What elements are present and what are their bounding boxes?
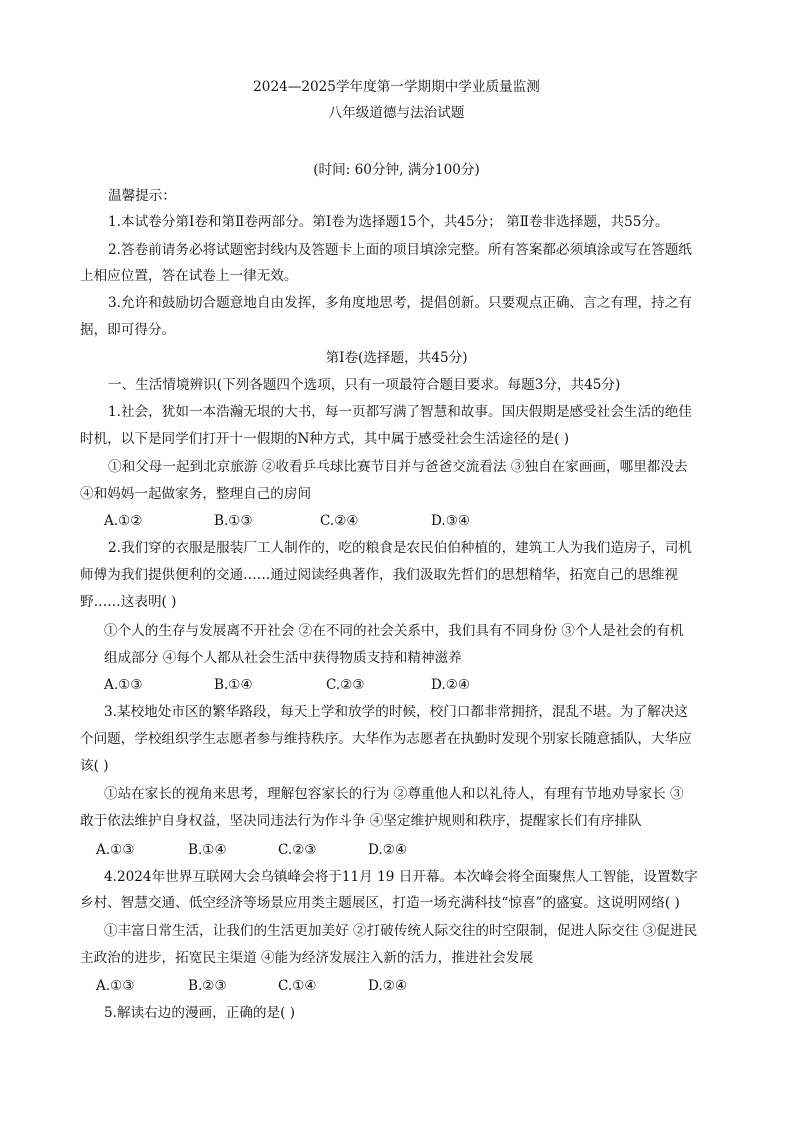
tip-3-line-1: 3.允许和鼓励切合题意地自由发挥，多角度地思考，提倡创新。只要观点正确、言之有理，持之有 — [108, 295, 692, 311]
section-title: 第Ⅰ卷(选择题，共45分) — [325, 350, 468, 366]
q3-line-3: 该( ) — [80, 758, 109, 774]
exam-subtitle: 八年级道德与法治试题 — [328, 105, 465, 121]
q3-option-c[interactable]: C.②③ — [278, 842, 317, 858]
q3-line-1: 3.某校地处市区的繁华路段，每天上学和放学的时候，校门口都非常拥挤，混乱不堪。为了解决这 — [104, 704, 688, 720]
q2-option-b[interactable]: B.①④ — [214, 677, 253, 693]
q4-option-d[interactable]: D.②④ — [368, 978, 408, 994]
q1-option-d[interactable]: D.③④ — [431, 513, 471, 529]
q1-line-4: ④和妈妈一起做家务，整理自己的房间 — [80, 486, 312, 502]
q1-option-b[interactable]: B.①③ — [214, 513, 253, 529]
q2-line-1: 2.我们穿的衣服是服装厂工人制作的，吃的粮食是农民伯伯种植的，建筑工人为我们造房子，司机 — [108, 540, 692, 556]
q2-line-5: 组成部分 ④每个人都从社会生活中获得物质支持和精神滋养 — [104, 650, 462, 666]
q4-option-a[interactable]: A.①③ — [96, 978, 135, 994]
q4-line-2: 乡村、智慧交通、低空经济等场景应用类主题展区，打造一场充满科技“惊喜”的盛宴。这说明网络( ) — [80, 895, 680, 911]
section-instructions: 一、生活情境辨识(下列各题四个选项，只有一项最符合题目要求。每题3分，共45分) — [108, 377, 621, 393]
q2-line-4: ①个人的生存与发展离不开社会 ②在不同的社会关系中，我们具有不同身份 ③个人是社会的有机 — [104, 623, 684, 639]
q1-line-3: ①和父母一起到北京旅游 ②收看乒乓球比赛节目并与爸爸交流看法 ③独自在家画画，哪里都没去 — [108, 459, 688, 475]
q3-option-a[interactable]: A.①③ — [96, 842, 135, 858]
tip-2-line-1: 2.答卷前请务必将试题密封线内及答题卡上面的项目填涂完整。所有答案都必须填涂或写在答题纸 — [108, 242, 692, 258]
q4-line-1: 4.2024年世界互联网大会乌镇峰会将于11月 19 日开幕。本次峰会将全面聚焦人工智能，设置数字 — [104, 869, 698, 885]
tip-2-line-2: 上相应位置，答在试卷上一律无效。 — [80, 268, 298, 284]
q1-line-2: 时机，以下是同学们打开十一假期的N种方式，其中属于感受社会生活途径的是( ) — [80, 431, 570, 447]
q3-line-4: ①站在家长的视角来思考，理解包容家长的行为 ②尊重他人和以礼待人，有理有节地劝导家长 ③ — [104, 786, 684, 802]
q1-line-1: 1.社会，犹如一本浩瀚无垠的大书，每一页都写满了智慧和故事。国庆假期是感受社会生活的绝佳 — [108, 404, 692, 420]
q1-option-c[interactable]: C.②④ — [320, 513, 359, 529]
q2-line-2: 师傅为我们提供便利的交通……通过阅读经典著作，我们汲取先哲们的思想精华，拓宽自己的思维视 — [80, 567, 679, 583]
q4-option-b[interactable]: B.②③ — [188, 978, 227, 994]
q2-option-d[interactable]: D.②④ — [431, 677, 471, 693]
q2-option-a[interactable]: A.①③ — [104, 677, 143, 693]
q2-option-c[interactable]: C.②③ — [326, 677, 365, 693]
q5-line-1: 5.解读右边的漫画，正确的是( ) — [104, 1005, 296, 1021]
tips-heading: 温馨提示： — [108, 188, 176, 204]
q2-line-3: 野……这表明( ) — [80, 594, 177, 610]
q4-option-c[interactable]: C.①④ — [278, 978, 317, 994]
q3-line-5: 敢于依法维护自身权益，坚决同违法行为作斗争 ④坚定维护规则和秩序，提醒家长们有序排队 — [80, 813, 642, 829]
exam-title: 2024—2025学年度第一学期期中学业质量监测 — [253, 79, 540, 95]
q1-option-a[interactable]: A.①② — [104, 513, 143, 529]
q3-line-2: 个问题，学校组织学生志愿者参与维持秩序。大华作为志愿者在执勤时发现个别家长随意插队，大华应 — [80, 731, 692, 747]
tip-3-line-2: 据，即可得分。 — [80, 322, 176, 338]
exam-time-info: (时间: 60分钟, 满分100分) — [313, 162, 480, 178]
tip-1: 1.本试卷分第Ⅰ卷和第Ⅱ卷两部分。第Ⅰ卷为选择题15个，共45分； 第Ⅱ卷非选择题，共55分。 — [108, 214, 669, 230]
q4-line-4: 主政治的进步，拓宽民主渠道 ④能为经济发展注入新的活力，推进社会发展 — [80, 950, 533, 966]
q3-option-d[interactable]: D.②④ — [368, 842, 408, 858]
q3-option-b[interactable]: B.①④ — [188, 842, 227, 858]
q4-line-3: ①丰富日常生活，让我们的生活更加美好 ②打破传统人际交往的时空限制，促进人际交往 ③促进民 — [104, 923, 698, 939]
